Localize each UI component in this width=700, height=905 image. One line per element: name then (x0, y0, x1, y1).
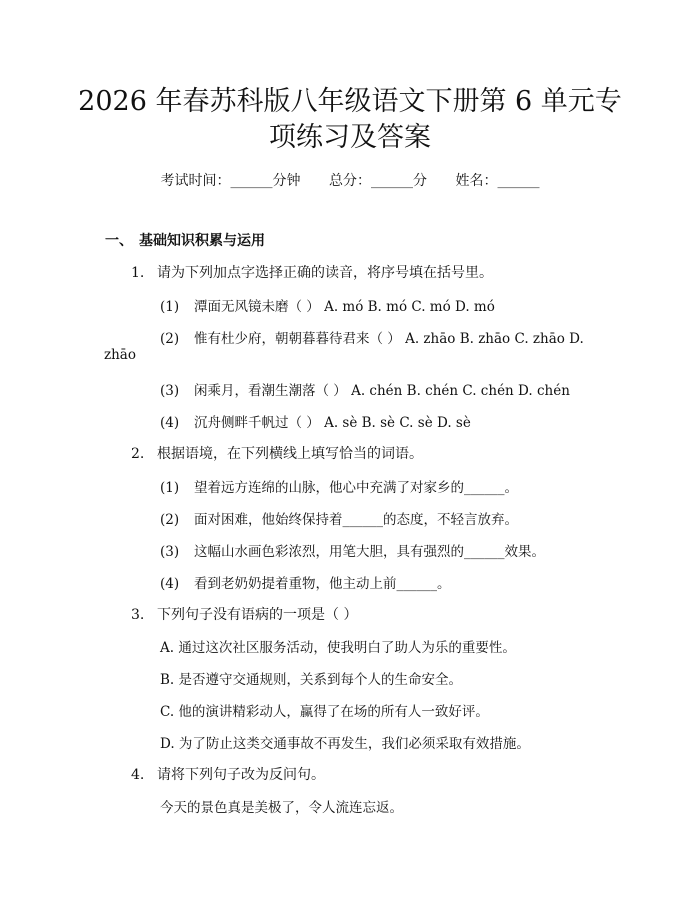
question-number: 3. (131, 607, 145, 623)
question-text: 根据语境，在下列横线上填写恰当的词语。 (157, 446, 423, 462)
question-1-item-1: (1) 潭面无风镜未磨（ ） A. mó B. mó C. mó D. mó (160, 299, 495, 315)
question-2 (131, 443, 423, 463)
question-text: 请为下列加点字选择正确的读音，将序号填在括号里。 (157, 265, 493, 281)
question-4 (131, 764, 325, 784)
question-3-option-a: A. 通过这次社区服务活动，使我明白了助人为乐的重要性。 (160, 640, 516, 656)
document-title-line-1: 2026 年春苏科版八年级语文下册第 6 单元专 (78, 86, 622, 117)
question-1-item-2: (2) 惟有杜少府，朝朝暮暮待君来（ ） A. zhāo B. zhāo C. zhāo D. (160, 331, 584, 347)
section-heading (105, 230, 265, 250)
question-1 (131, 262, 493, 282)
question-text: 下列句子没有语病的一项是（ ） (157, 607, 358, 623)
question-1-item-2-continuation: zhāo (104, 347, 136, 363)
section-title: 基础知识积累与运用 (139, 233, 265, 249)
question-4-sentence: 今天的景色真是美极了，令人流连忘返。 (160, 800, 403, 816)
exam-name: 姓名：______ (455, 173, 540, 189)
question-2-item-1: (1) 望着远方连绵的山脉，他心中充满了对家乡的______。 (160, 480, 518, 496)
exam-score: 总分：______分 (329, 173, 427, 189)
question-1-item-4: (4) 沉舟侧畔千帆过（ ） A. sè B. sè C. sè D. sè (160, 415, 471, 431)
question-3-option-b: B. 是否遵守交通规则，关系到每个人的生命安全。 (160, 672, 463, 688)
section-number: 一、 (105, 233, 133, 249)
exam-meta (0, 170, 700, 190)
question-number: 2. (131, 446, 145, 462)
document-title-line-2: 项练习及答案 (269, 122, 431, 153)
exam-time: 考试时间：______分钟 (160, 173, 301, 189)
question-number: 1. (131, 265, 145, 281)
question-3-option-c: C. 他的演讲精彩动人，赢得了在场的所有人一致好评。 (160, 704, 489, 720)
question-3 (131, 604, 357, 624)
question-text: 请将下列句子改为反问句。 (157, 767, 325, 783)
question-2-item-3: (3) 这幅山水画色彩浓烈，用笔大胆，具有强烈的______效果。 (160, 544, 545, 560)
question-3-option-d: D. 为了防止这类交通事故不再发生，我们必须采取有效措施。 (160, 736, 530, 752)
question-2-item-2: (2) 面对困难，他始终保持着______的态度，不轻言放弃。 (160, 512, 518, 528)
question-1-item-3: (3) 闲乘月，看潮生潮落（ ） A. chén B. chén C. chén D. chén (160, 383, 570, 399)
question-number: 4. (131, 767, 145, 783)
question-2-item-4: (4) 看到老奶奶提着重物，他主动上前______。 (160, 576, 451, 592)
